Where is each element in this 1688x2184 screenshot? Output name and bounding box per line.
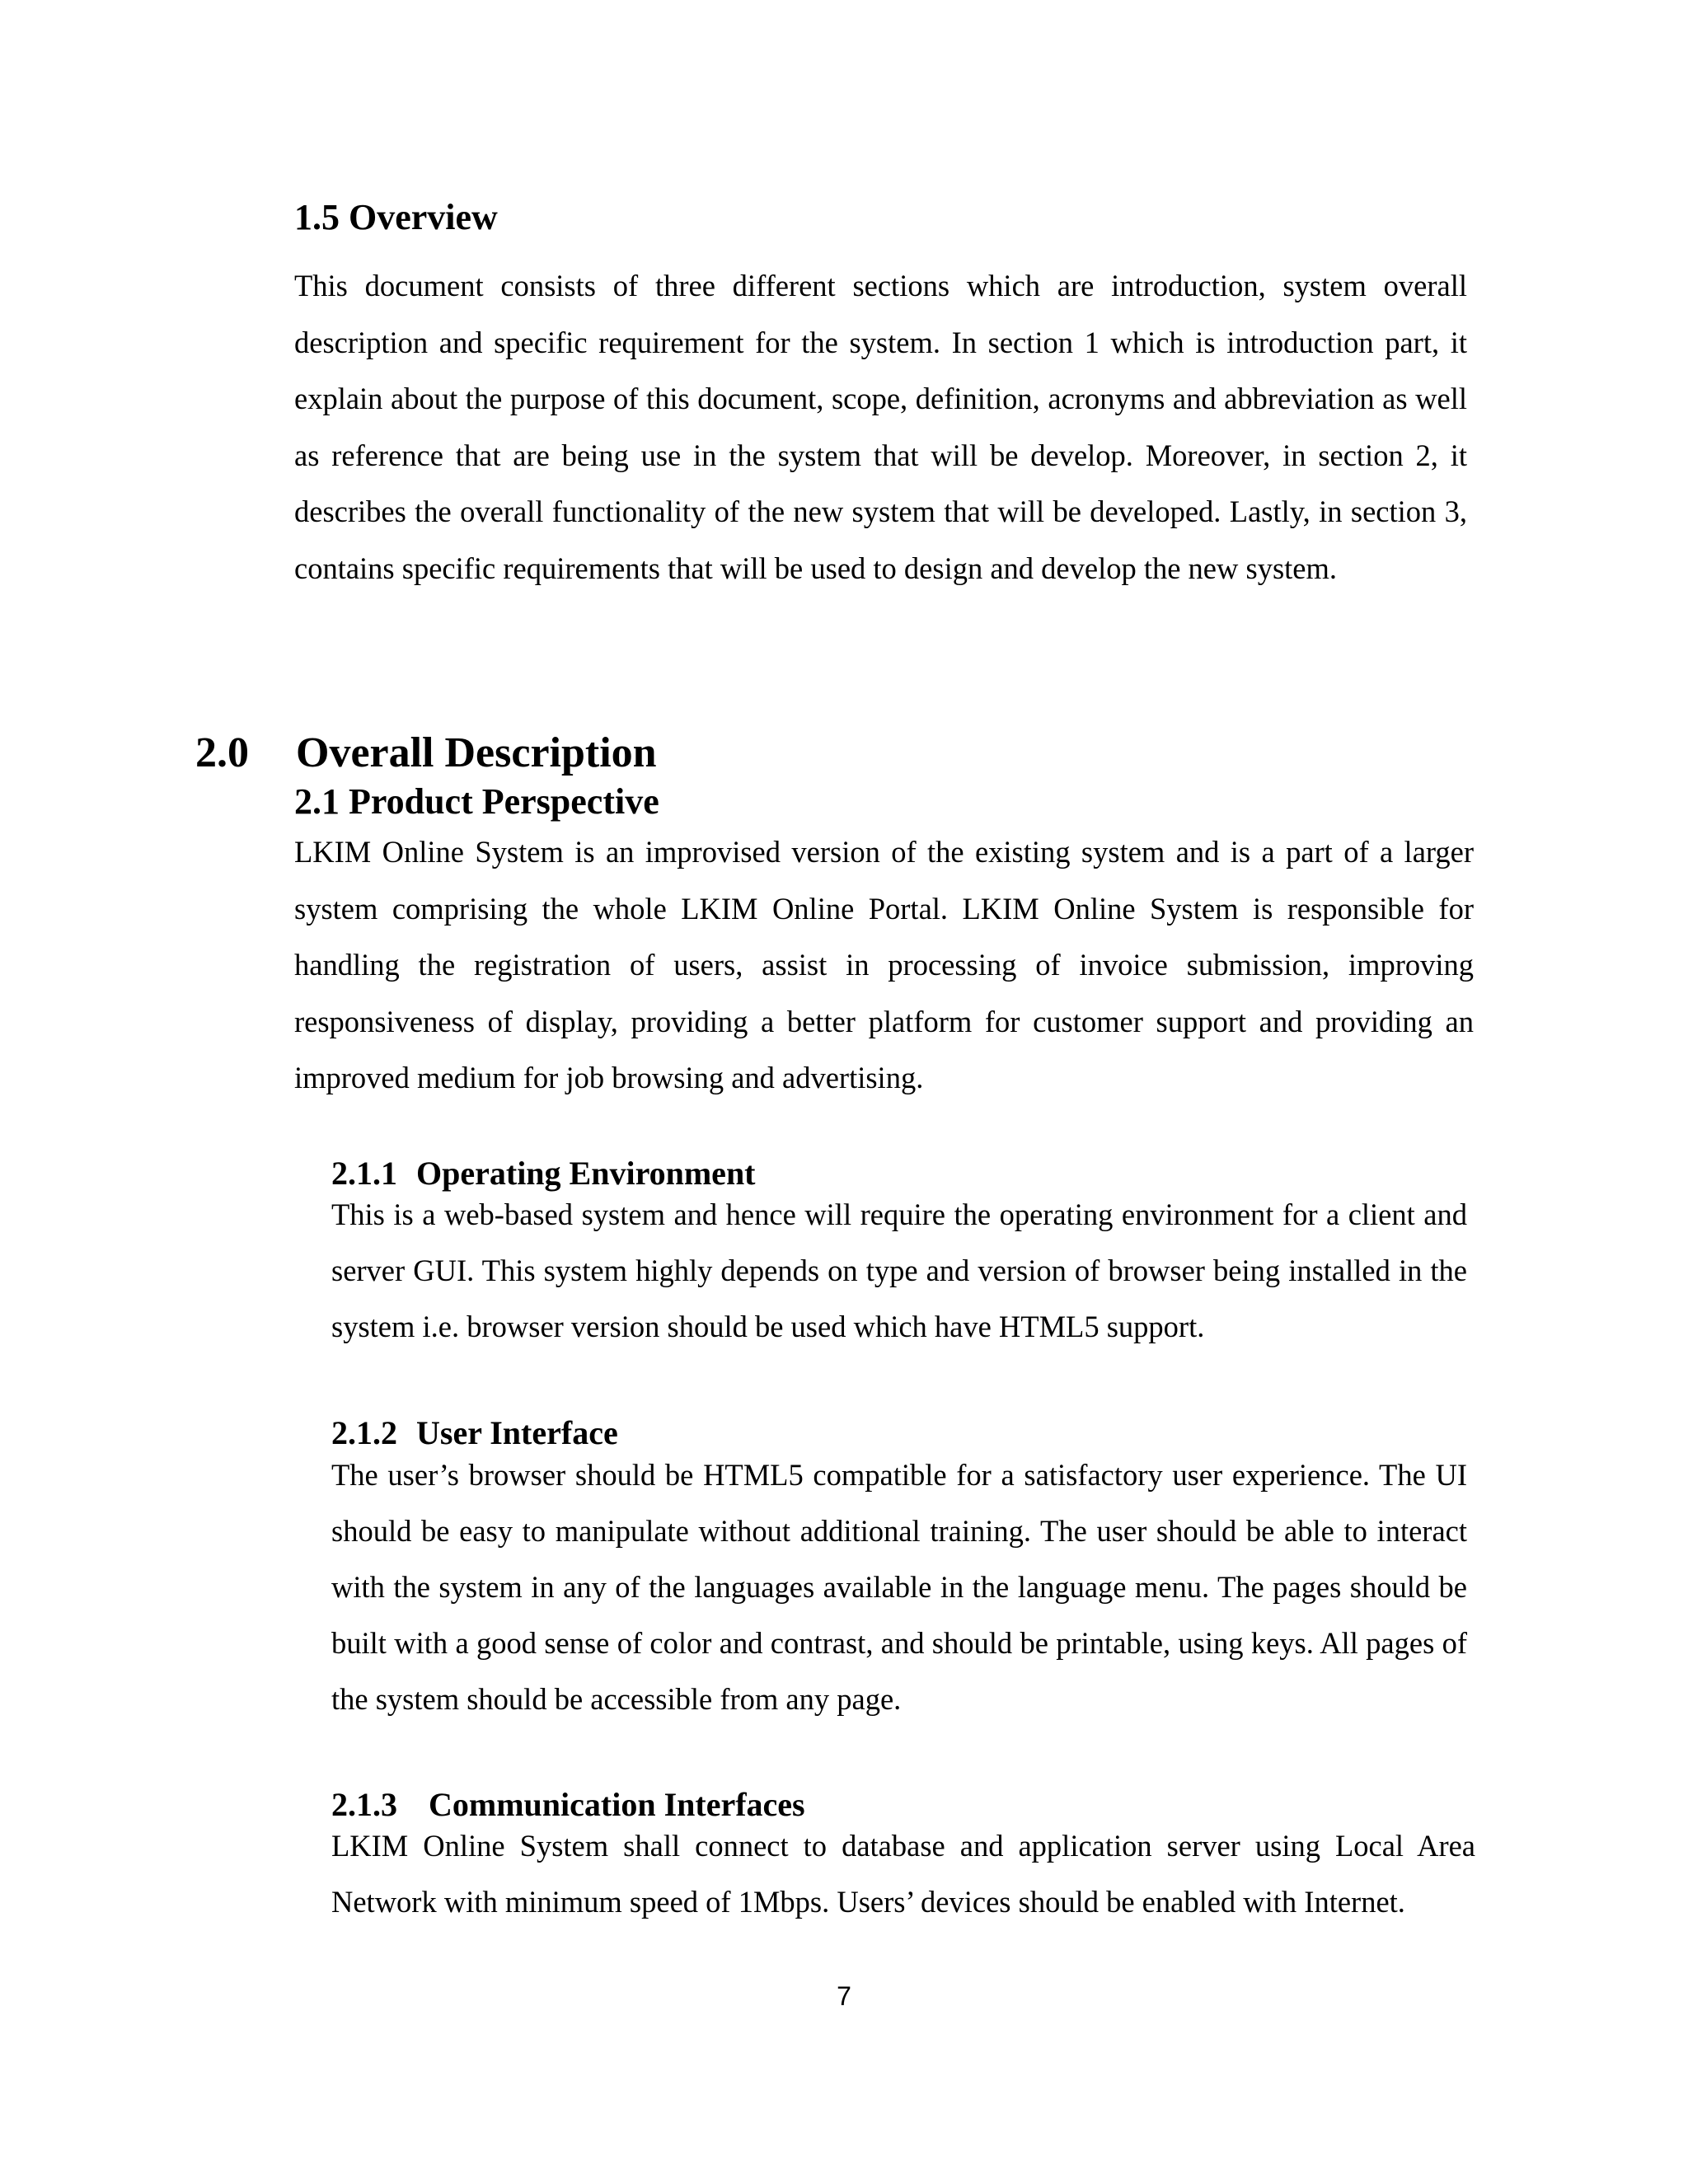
subsection-number: 2.1.2 bbox=[331, 1414, 397, 1451]
chapter-heading-overall-description bbox=[195, 729, 657, 778]
subsection-title: User Interface bbox=[416, 1414, 618, 1451]
page-number: 7 bbox=[837, 1981, 851, 2011]
chapter-title: Overall Description bbox=[296, 729, 657, 776]
subsection-number: 2.1.3 bbox=[331, 1786, 397, 1823]
subsection-title: Operating Environment bbox=[416, 1155, 756, 1192]
section-heading-product-perspective: 2.1 Product Perspective bbox=[294, 781, 659, 822]
paragraph-product-perspective: LKIM Online System is an improvised version of the existing system and is a part of a larger system comprising the whole LKIM Online Portal. LKIM Online System is responsible for handling the registration of users, assist in processing of invoice submission, improving responsiveness of display, providing a better platform for customer support and providing an improved medium for job browsing and advertising. bbox=[294, 835, 1474, 1094]
subsection-number: 2.1.1 bbox=[331, 1155, 397, 1192]
paragraph-communication-interfaces: LKIM Online System shall connect to database and application server using Local Area Network with minimum speed of 1Mbps. Users’ devices should be enabled with Internet. bbox=[331, 1829, 1475, 1919]
paragraph-user-interface: The user’s browser should be HTML5 compatible for a satisfactory user experience. The UI should be easy to manipulate without additional training. The user should be able to interact with the system in any of the languages available in the language menu. The pages should be built with a good sense of color and contrast, and should be printable, using keys. All pages of the system should be accessible from any page. bbox=[331, 1458, 1467, 1716]
chapter-number: 2.0 bbox=[195, 729, 249, 776]
section-heading-overview: 1.5 Overview bbox=[294, 197, 498, 237]
paragraph-overview: This document consists of three different sections which are introduction, system overall description and specific requirement for the system. In section 1 which is introduction part, it explain about the purpose of this document, scope, definition, acronyms and abbreviation as well as reference that are being use in the system that will be develop. Moreover, in section 2, it describes the overall functionality of the new system that will be developed. Lastly, in section 3, contains specific requirements that will be used to design and develop the new system. bbox=[294, 269, 1467, 585]
subsection-title: Communication Interfaces bbox=[429, 1786, 805, 1823]
paragraph-operating-environment: This is a web-based system and hence will require the operating environment for a client and server GUI. This system highly depends on type and version of browser being installed in the system i.e. browser version should be used which have HTML5 support. bbox=[331, 1197, 1467, 1343]
